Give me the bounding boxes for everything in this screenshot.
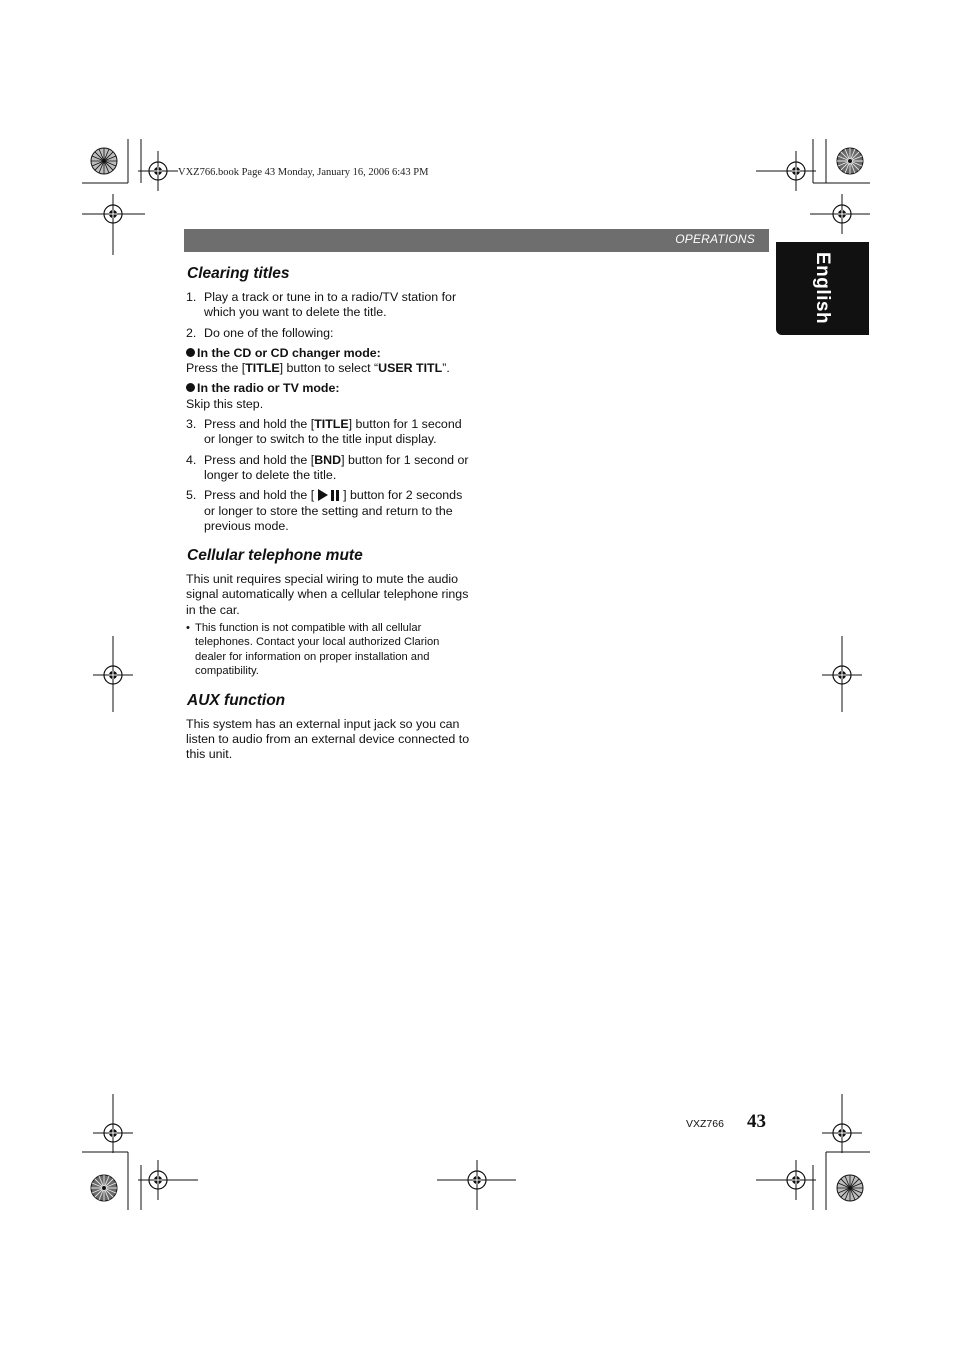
registration-crosshair-icon: [457, 1160, 497, 1200]
starburst-target-icon: [91, 1175, 117, 1201]
mode-cd-label: In the CD or CD changer mode:: [186, 346, 471, 361]
heading-clearing-titles: Clearing titles: [187, 265, 290, 282]
language-tab: [776, 242, 869, 335]
step-2: [186, 326, 471, 341]
content-column: [186, 264, 471, 763]
step-number: 3.: [186, 417, 197, 432]
cellular-mute-note: [186, 621, 471, 679]
step-text: Play a track or tune in to a radio/TV station for which you want to delete the title.: [204, 290, 457, 320]
starburst-target-icon: [91, 148, 117, 174]
heading-aux-function: AUX function: [187, 691, 286, 709]
note-text: This function is not compatible with all cellular telephones. Contact your local authorized Clarion dealer for information on proper installation and compatibility.: [195, 622, 440, 678]
step-text: Press and hold the [TITLE] button for 1 second or longer to switch to the title input display.: [204, 417, 462, 447]
step-3: [186, 417, 471, 448]
registration-crosshair-icon: [822, 655, 862, 695]
step-number: 4.: [186, 452, 197, 467]
registration-crosshair-icon: [93, 194, 133, 234]
starburst-target-icon: [837, 148, 863, 174]
page-number: 43: [747, 1111, 766, 1132]
aux-function-body: This system has an external input jack so you can listen to audio from an external device connected to this unit.: [186, 716, 470, 762]
bullet-dot-icon: [186, 348, 195, 357]
bullet-dot-icon: [186, 383, 195, 392]
registration-crosshair-icon: [776, 1160, 816, 1200]
footer-model: VXZ766: [686, 1118, 724, 1130]
registration-crosshair-icon: [138, 1160, 178, 1200]
section-header-bar: [184, 229, 769, 252]
cellular-mute-body: This unit requires special wiring to mute the audio signal automatically when a cellular telephone rings in the car.: [186, 572, 469, 617]
mode-radio-text: Skip this step.: [186, 396, 264, 411]
registration-crosshair-icon: [822, 194, 862, 234]
step-1: [186, 290, 471, 321]
step-text: Press and hold the [BND] button for 1 second or longer to delete the title.: [204, 452, 469, 482]
heading-cellular-mute: Cellular telephone mute: [187, 547, 363, 565]
note-bullet: •: [186, 622, 190, 635]
starburst-target-icon: [837, 1175, 863, 1201]
step-number: 5.: [186, 488, 197, 503]
mode-radio-label: In the radio or TV mode:: [186, 381, 471, 396]
step-4: [186, 453, 471, 484]
step-text: Press and hold the [ ] button for 2 seconds or longer to store the setting and return to the previous mode.: [204, 488, 463, 533]
section-label: OPERATIONS: [675, 232, 755, 246]
step-number: 1.: [186, 290, 197, 304]
mode-cd-text: Press the [TITLE] button to select “USER TITL”.: [186, 361, 450, 376]
registration-crosshair-icon: [776, 151, 816, 191]
registration-crosshair-icon: [822, 1113, 862, 1153]
registration-crosshair-icon: [138, 151, 178, 191]
print-file-info: VXZ766.book Page 43 Monday, January 16, 2006 6:43 PM: [178, 167, 429, 178]
registration-crosshair-icon: [93, 655, 133, 695]
step-text: Do one of the following:: [204, 325, 334, 340]
language-tab-label: English: [812, 251, 833, 325]
step-5: [186, 488, 471, 534]
step-number: 2.: [186, 325, 197, 340]
registration-crosshair-icon: [93, 1113, 133, 1153]
play-pause-icon: [318, 489, 340, 501]
